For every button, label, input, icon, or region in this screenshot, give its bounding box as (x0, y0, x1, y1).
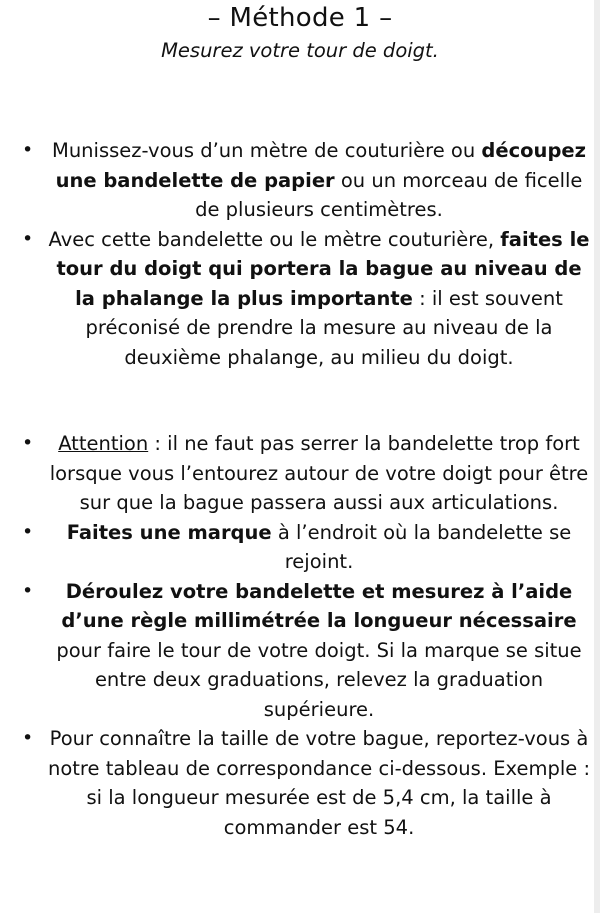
bullet-item (0, 724, 594, 842)
bold-text: faites le tour du doigt qui portera la bague au niveau de la phalange la plus importante (56, 227, 590, 310)
scrollbar-track[interactable] (594, 0, 600, 913)
underlined-text: Attention (58, 432, 149, 455)
bold-text: Déroulez votre bandelette et mesurez à l’aide d’une règle millimétrée la longueur nécessaire (61, 579, 577, 632)
bold-text: Faites une marque (66, 520, 272, 544)
bold-text: découpez une bandelette de papier (55, 139, 586, 192)
body-text: Pour connaître la taille de votre bague, reportez-vous à notre tableau de correspondance ci-dessous. Exemple : si la longueur mesurée est de 5,4 cm, la taille à commander est 54. (47, 727, 591, 839)
bullet-item (0, 577, 594, 725)
body-text: à l’endroit où la bandelette se rejoint. (271, 520, 572, 573)
page-title: – Méthode 1 – (207, 3, 393, 33)
body-text: Munissez-vous d’un mètre de couturière ou (52, 139, 482, 162)
body-text: : il ne faut pas serrer la bandelette trop fort lorsque vous l’entourez autour de votre doigt pour être sur que la bague passera aussi aux articulations. (49, 432, 589, 514)
instruction-list-top (0, 136, 594, 372)
page-subtitle: Mesurez votre tour de doigt. (161, 39, 439, 62)
bullet-item (0, 429, 594, 518)
body-text: pour faire le tour de votre doigt. Si la marque se situe entre deux graduations, relevez la graduation supérieure. (56, 638, 582, 721)
instruction-list-bottom (0, 429, 594, 842)
bullet-item (0, 225, 594, 373)
body-text: Avec cette bandelette ou le mètre couturière, (48, 227, 501, 251)
body-text: ou un morceau de ficelle de plusieurs centimètres. (195, 168, 583, 221)
bullet-item (0, 136, 594, 225)
body-text: : il est souvent préconisé de prendre la mesure au niveau de la deuxième phalange, au milieu du doigt. (85, 286, 563, 369)
bullet-item (0, 518, 594, 577)
